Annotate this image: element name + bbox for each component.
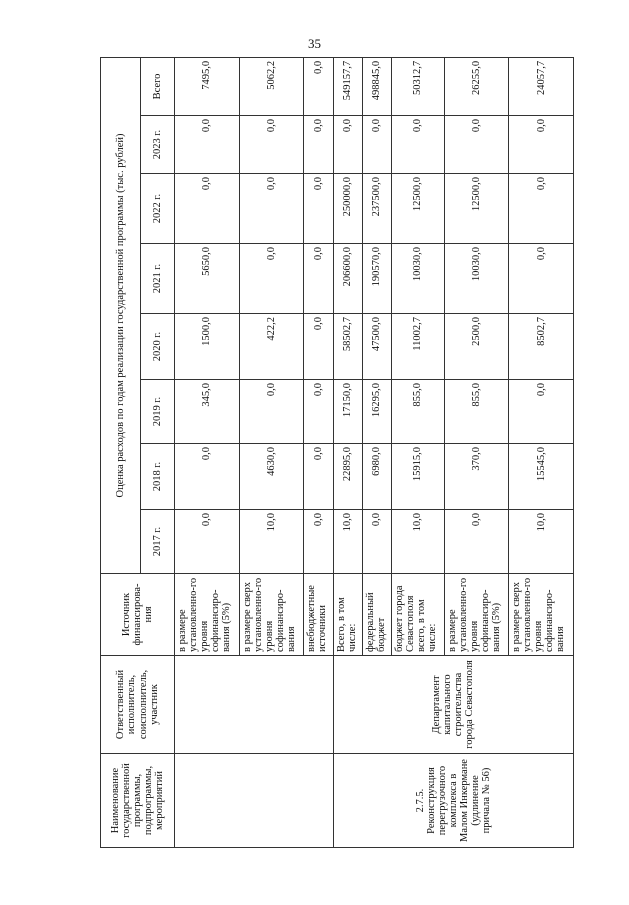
total-cell: 5062,2 <box>239 57 304 115</box>
measure-name: 2.7.5. Реконструкция перегрузочного комплекса в Малом Инкермане (удлинение причала № 56) <box>333 754 573 848</box>
total-cell: 0,0 <box>304 57 333 115</box>
header-total: Всего <box>141 57 175 115</box>
value-cell: 10,0 <box>333 510 362 574</box>
value-cell: 0,0 <box>175 510 240 574</box>
total-cell: 26255,0 <box>444 57 509 115</box>
value-cell: 0,0 <box>304 244 333 314</box>
value-cell: 22895,0 <box>333 444 362 510</box>
value-cell: 17150,0 <box>333 380 362 444</box>
value-cell: 0,0 <box>509 380 574 444</box>
value-cell: 0,0 <box>509 244 574 314</box>
value-cell: 10,0 <box>239 510 304 574</box>
value-cell: 8502,7 <box>509 314 574 380</box>
source-cell: в размере сверх установленно-го уровня софинансиро-вания <box>509 574 574 656</box>
header-year: 2020 г. <box>141 314 175 380</box>
value-cell: 15545,0 <box>509 444 574 510</box>
header-year: 2019 г. <box>141 380 175 444</box>
header-responsible: Ответственный исполнитель, соисполнитель, участник <box>101 656 175 754</box>
value-cell: 855,0 <box>391 380 444 444</box>
header-source: Источник финансирова-ния <box>101 574 175 656</box>
value-cell: 16295,0 <box>362 380 391 444</box>
value-cell: 0,0 <box>239 380 304 444</box>
source-cell: Всего, в том числе: <box>333 574 362 656</box>
source-cell: в размере установленно-го уровня софинансиро-вания (5%) <box>175 574 240 656</box>
value-cell: 0,0 <box>175 444 240 510</box>
value-cell: 0,0 <box>391 116 444 174</box>
header-year: 2023 г. <box>141 116 175 174</box>
value-cell: 0,0 <box>304 116 333 174</box>
header-year: 2018 г. <box>141 444 175 510</box>
value-cell: 2500,0 <box>444 314 509 380</box>
value-cell: 0,0 <box>304 510 333 574</box>
value-cell: 0,0 <box>362 510 391 574</box>
value-cell: 0,0 <box>444 510 509 574</box>
value-cell: 0,0 <box>304 444 333 510</box>
value-cell: 0,0 <box>239 174 304 244</box>
value-cell: 0,0 <box>239 244 304 314</box>
value-cell: 4630,0 <box>239 444 304 510</box>
total-cell: 7495,0 <box>175 57 240 115</box>
value-cell: 422,2 <box>239 314 304 380</box>
value-cell: 10030,0 <box>391 244 444 314</box>
header-year: 2021 г. <box>141 244 175 314</box>
value-cell: 206600,0 <box>333 244 362 314</box>
table-row <box>175 57 240 847</box>
value-cell: 190570,0 <box>362 244 391 314</box>
header-year: 2022 г. <box>141 174 175 244</box>
value-cell: 0,0 <box>304 380 333 444</box>
rotated-table-container <box>100 58 574 848</box>
value-cell: 370,0 <box>444 444 509 510</box>
value-cell: 0,0 <box>175 174 240 244</box>
value-cell: 12500,0 <box>391 174 444 244</box>
value-cell: 0,0 <box>304 174 333 244</box>
header-estimate: Оценка расходов по годам реализации государственной программы (тыс. рублей) <box>101 57 141 573</box>
value-cell: 0,0 <box>239 116 304 174</box>
value-cell: 855,0 <box>444 380 509 444</box>
value-cell: 0,0 <box>333 116 362 174</box>
value-cell: 250000,0 <box>333 174 362 244</box>
source-cell: в размере установленно-го уровня софинансиро-вания (5%) <box>444 574 509 656</box>
value-cell: 10,0 <box>509 510 574 574</box>
empty-name-cell <box>175 754 334 848</box>
value-cell: 0,0 <box>175 116 240 174</box>
page-number: 35 <box>308 36 321 51</box>
value-cell: 15915,0 <box>391 444 444 510</box>
header-year: 2017 г. <box>141 510 175 574</box>
value-cell: 237500,0 <box>362 174 391 244</box>
value-cell: 11002,7 <box>391 314 444 380</box>
value-cell: 0,0 <box>304 314 333 380</box>
source-cell: в размере сверх установленно-го уровня софинансиро-вания <box>239 574 304 656</box>
value-cell: 47500,0 <box>362 314 391 380</box>
value-cell: 10,0 <box>391 510 444 574</box>
value-cell: 1500,0 <box>175 314 240 380</box>
value-cell: 0,0 <box>509 174 574 244</box>
source-cell: внебюджетные источники <box>304 574 333 656</box>
total-cell: 50312,7 <box>391 57 444 115</box>
value-cell: 0,0 <box>362 116 391 174</box>
value-cell: 58502,7 <box>333 314 362 380</box>
value-cell: 345,0 <box>175 380 240 444</box>
value-cell: 10030,0 <box>444 244 509 314</box>
table-row <box>333 57 362 847</box>
header-name: Наименование государственной программы, подпрограммы, мероприятий <box>101 754 175 848</box>
total-cell: 498845,0 <box>362 57 391 115</box>
source-cell: федеральный бюджет <box>362 574 391 656</box>
empty-responsible-cell <box>175 656 334 754</box>
value-cell: 6980,0 <box>362 444 391 510</box>
value-cell: 5650,0 <box>175 244 240 314</box>
budget-table <box>100 57 574 848</box>
total-cell: 549157,7 <box>333 57 362 115</box>
value-cell: 12500,0 <box>444 174 509 244</box>
measure-responsible: Департамент капитального строительства города Севастополя <box>333 656 573 754</box>
total-cell: 24057,7 <box>509 57 574 115</box>
value-cell: 0,0 <box>444 116 509 174</box>
source-cell: бюджет города Севастополя всего, в том числе: <box>391 574 444 656</box>
value-cell: 0,0 <box>509 116 574 174</box>
